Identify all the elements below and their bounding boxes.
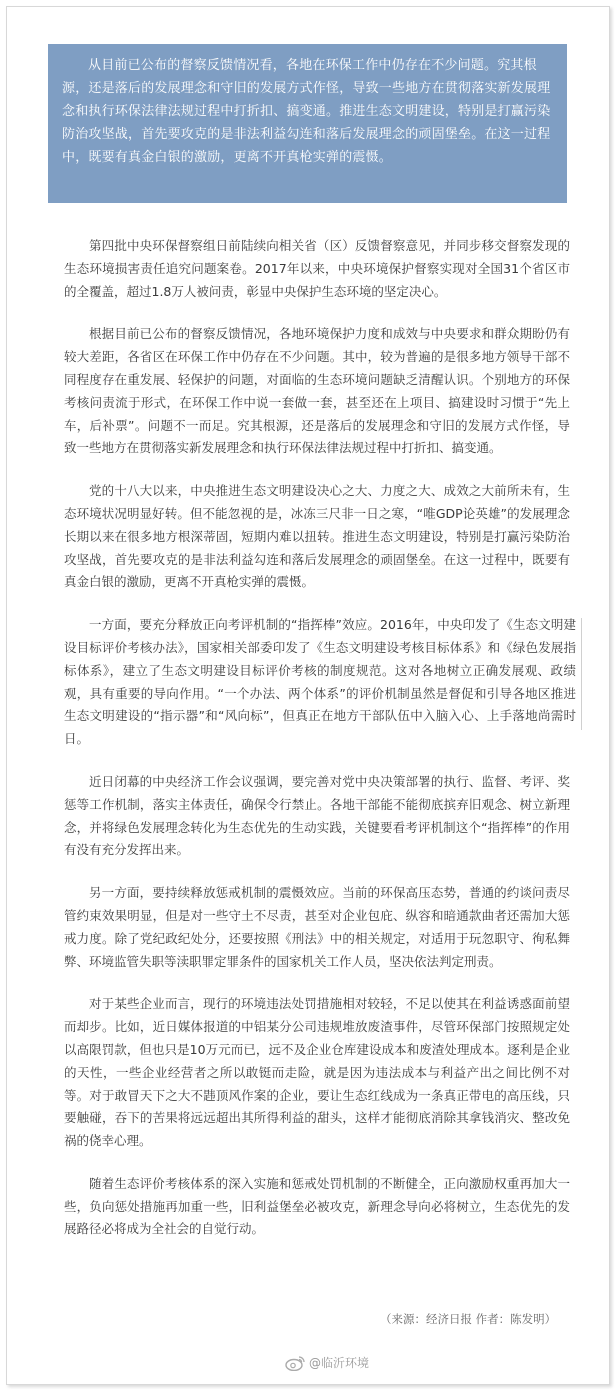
weibo-icon [285,1355,305,1371]
article-paragraph: 随着生态评价考核体系的深入实施和惩戒处罚机制的不断健全，正向激励权重再加大一些，负向惩处措施再加重一些，旧利益堡垒必被攻克，新理念导向必将树立，生态优先的发展路径必将成为全社会的自觉行动。 [64,1175,570,1237]
article-paragraph: 一方面，要充分释放正向考评机制的“指挥棒”效应。2016年，中央印发了《生态文明建设目标评价考核办法》，国家相关部委印发了《生态文明建设考核目标体系》和《绿色发展指标体系》，建立了生态文明建设目标评价考核的制度规范。这对各地树立正确发展观、政绩观，具有重要的导向作用。“一个办法、两个体系”的评价机制虽然是督促和引导各地区推进生态文明建设的“指示器”和“风向标”，但真正在地方干部队伍中入脑入心、上手落地尚需时日。 [58,614,576,751]
pull-quote-box [48,44,567,203]
article-paragraph: 第四批中央环保督察组日前陆续向相关省（区）反馈督察意见，并同步移交督察发现的生态环境损害责任追究问题案卷。2017年以来，中央环境保护督察实现对全国31个省区市的全覆盖，超过1.8万人被问责，彰显中央保护生态环境的坚定决心。 [64,238,570,299]
quote-decoration-line [548,228,608,231]
article-paragraph: 近日闭幕的中央经济工作会议强调，要完善对党中央决策部署的执行、监督、考评、奖惩等工作机制，落实主体责任，确保令行禁止。各地干部能不能彻底摈弃旧观念、树立新理念，并将绿色发展理念转化为生态优先的生动实践，关键要看考评机制这个“指挥棒”的作用有没有充分发挥出来。 [64,773,570,858]
article-paragraph: 对于某些企业而言，现行的环境违法处罚措施相对较轻，不足以使其在利益诱惑面前望而却步。比如，近日媒体报道的中铝某分公司违规堆放废渣事件，尽管环保部门按照规定处以高限罚款，但也只是10万元而已，远不及企业仓库建设成本和废渣处理成本。逐利是企业的天性，一些企业经营者之所以敢铤而走险，就是因为违法成本与利益产出之间比例不对等。对于敢冒天下之大不韪顶风作案的企业，要让生态红线成为一条真正带电的高压线，只要触碰，吞下的苦果将远远超出其所得利益的甜头，这样才能彻底消除其拿钱消灾、整改免祸的侥幸心理。 [64,996,570,1149]
article-paragraph: 根据目前已公布的督察反馈情况，各地环境保护力度和成效与中央要求和群众期盼仍有较大差距，各省区在环保工作中仍存在不少问题。其中，较为普遍的是很多地方领导干部不同程度存在重发展、轻保护的问题，对面临的生态环境问题缺乏清醒认识。个别地方的环保考核问责流于形式，在环保工作中说一套做一套，甚至还在上项目、搞建设时习惯于“先上车，后补票”。问题不一而足。究其根源，还是落后的发展理念和守旧的发展方式作怪，导致一些地方在贯彻落实新发展理念和执行环保法律法规过程中打折扣、搞变通。 [64,326,570,456]
pull-quote-text: 从目前已公布的督察反馈情况看，各地在环保工作中仍存在不少问题。究其根源，还是落后的发展理念和守旧的发展方式作怪，导致一些地方在贯彻落实新发展理念和执行环保法律法规过程中打折扣、搞变通。推进生态文明建设，特别是打赢污染防治攻坚战，首先要攻克的是非法利益勾连和落后发展理念的顽固堡垒。在这一过程中，既要有真金白银的激励，更离不开真枪实弹的震慑。 [62,58,551,165]
watermark [285,1354,369,1371]
quote-decoration-line [578,218,602,221]
article-paragraph: 另一方面，要持续释放惩戒机制的震慑效应。当前的环保高压态势，普通的约谈问责尽管约束效果明显，但是对一些守土不尽责，甚至对企业包庇、纵容和暗通款曲者还需加大惩戒力度。除了党纪政纪处分，还要按照《刑法》中的相关规定，对适用于玩忽职守、徇私舞弊、环境监管失职等渎职罪定罪条件的国家机关工作人员，坚决依法判定刑责。 [64,885,570,969]
article-body [64,235,576,1261]
article-source: （来源：经济日报 作者：陈发明） [380,1312,557,1326]
watermark-text: @临沂环境 [309,1356,370,1370]
article-paragraph: 党的十八大以来，中央推进生态文明建设决心之大、力度之大、成效之大前所未有，生态环境状况明显好转。但不能忽视的是，冰冻三尺非一日之寒，“唯GDP论英雄”的发展理念长期以来在很多地方根深蒂固，短期内难以扭转。推进生态文明建设，特别是打赢污染防治攻坚战，首先要攻克的是非法利益勾连和落后发展理念的顽固堡垒。在这一过程中，既要有真金白银的激励，更离不开真枪实弹的震慑。 [64,483,570,590]
